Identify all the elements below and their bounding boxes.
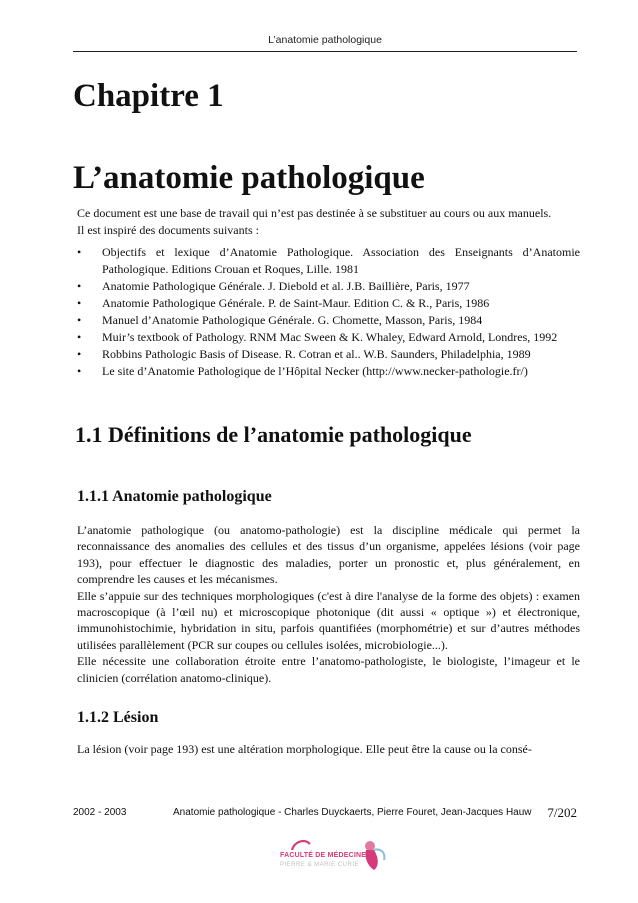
intro-paragraph [77,205,580,239]
reference-text: Anatomie Pathologique Générale. P. de Saint-Maur. Edition C. & R., Paris, 1986 [102,296,490,310]
paragraph: L’anatomie pathologique (ou anatomo-pathologie) est la discipline médicale qui permet la reconnaissance des anomalies des cellules et des tissus d’un organisme, appelées lésions (voir page 193), pour effectuer le diagnostic des maladies, porter un pronostic et, plus généralement, en comprendre les causes et les mécanismes. [77,523,580,587]
intro-line-1: Ce document est une base de travail qui n’est pas destinée à se substituer au cours ou aux manuels. [77,206,552,220]
reference-item [77,244,580,278]
footer-years: 2002 - 2003 [73,807,127,818]
reference-item [77,312,580,329]
reference-text: Robbins Pathologic Basis of Disease. R. Cotran et al.. W.B. Saunders, Philadelphia, 1989 [102,347,531,361]
paragraph: Elle nécessite une collaboration étroite entre l’anatomo-pathologiste, le biologiste, l’imageur et le clinicien (corrélation anatomo-clinique). [77,654,580,685]
header-rule [73,51,577,52]
bullet-icon: • [77,245,82,259]
reference-item [77,278,580,295]
reference-item [77,329,580,346]
reference-item [77,295,580,312]
page-number: 7/202 [547,805,577,820]
chapter-label: Chapitre 1 [73,78,224,114]
reference-text: Manuel d’Anatomie Pathologique Générale. G. Chomette, Masson, Paris, 1984 [102,313,483,327]
logo-line-2: PIERRE & MARIE CURIE [280,862,360,868]
section-heading-1-1-1: 1.1.1 Anatomie pathologique [77,488,272,505]
bullet-icon: • [77,296,82,310]
paragraph: Elle s’appuie sur des techniques morphologiques (c'est à dire l'analyse de la forme des objets) : examen macroscopique (à l’œil nu) et microscopique photonique (dit aussi « optique ») et électronique, immunohistochimie, hybridation in situ, parfois quantifiées (morphométrie) et sur d’autres méthodes utilisées parallèlement (PCR sur coupes ou cellules isolées, microbiologie...). [77,588,580,652]
reference-list [77,244,580,380]
logo-line-1: FACULTÉ DE MÉDECINE [280,852,367,859]
running-header: L’anatomie pathologique [268,34,382,46]
intro-line-2: Il est inspiré des documents suivants : [77,223,259,237]
reference-text: Objectifs et lexique d’Anatomie Pathologique. Association des Enseignants d’Anatomie Pathologique. Editions Crouan et Roques, Lille. 1981 [102,245,580,276]
bullet-icon: • [77,279,82,293]
bullet-icon: • [77,313,82,327]
section-body-1-1-1 [77,522,580,686]
reference-text: Anatomie Pathologique Générale. J. Diebold et al. J.B. Baillière, Paris, 1977 [102,279,470,293]
page-footer [73,806,577,822]
bullet-icon: • [77,347,82,361]
section-heading-1-1-2: 1.1.2 Lésion [77,709,159,726]
reference-item [77,363,580,380]
footer-credits: Anatomie pathologique - Charles Duyckaerts, Pierre Fouret, Jean-Jacques Hauw [173,807,532,818]
bullet-icon: • [77,364,82,378]
reference-item [77,346,580,363]
reference-text: Muir’s textbook of Pathology. RNM Mac Sween & K. Whaley, Edward Arnold, Londres, 1992 [102,330,558,344]
section-body-1-1-2: La lésion (voir page 193) est une altération morphologique. Elle peut être la cause ou la consé- [77,742,532,756]
chapter-title: L’anatomie pathologique [73,160,425,196]
bullet-icon: • [77,330,82,344]
section-heading-1-1: 1.1 Définitions de l’anatomie pathologique [75,422,472,447]
faculty-logo [270,836,400,876]
reference-text: Le site d’Anatomie Pathologique de l’Hôpital Necker (http://www.necker-pathologie.fr/) [102,364,528,378]
